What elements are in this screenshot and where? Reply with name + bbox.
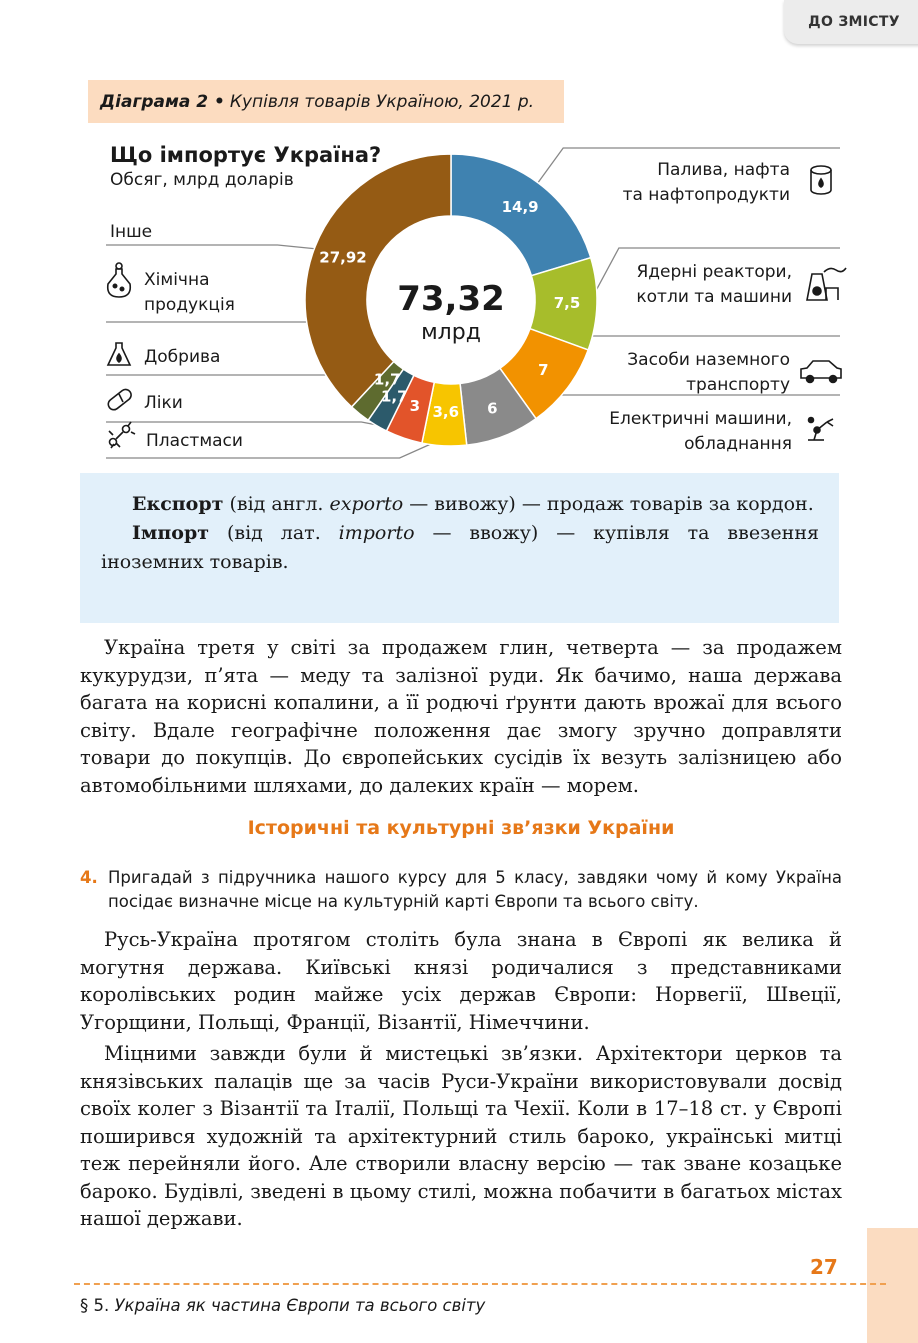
footer bbox=[80, 1296, 485, 1315]
import-definition bbox=[101, 519, 819, 577]
value-label-2: 7,5 bbox=[553, 294, 581, 313]
export-rest: — вивожу) — продаж товарів за кордон. bbox=[403, 493, 814, 515]
category-label-5-line-1: Пластмаси bbox=[146, 431, 243, 451]
category-label-4-line-2: обладнання bbox=[684, 434, 792, 454]
chart-title: Що імпортує Україна? bbox=[110, 143, 382, 167]
caption-number: Діаграма 2 • bbox=[100, 91, 225, 112]
import-donut-chart bbox=[0, 130, 918, 470]
category-label-2-line-1: Ядерні реактори, bbox=[636, 262, 792, 282]
definitions-box bbox=[80, 473, 839, 623]
caption-text: Купівля товарів Україною, 2021 р. bbox=[229, 91, 535, 112]
value-label-9: 27,92 bbox=[319, 248, 367, 267]
category-label-1-line-2: та нафтопродукти bbox=[622, 185, 790, 205]
export-origin-word: exporto bbox=[329, 493, 404, 515]
paragraph-trade: Україна третя у світі за продажем глин, четверта — за продажем кукурудзи, п’ята — меду та залізної руди. Як бачимо, наша держава багата на корисні копалини, а її родючі ґрунти дають врожаї для всього світу. Вдале географічне положення дає змогу зручно доправляти товари до покупців. До європейських сусідів їх везуть залізницею або автомобільними шляхами, до далеких країн — морем. bbox=[80, 636, 842, 797]
task-item bbox=[80, 866, 842, 914]
diagram-caption bbox=[88, 80, 564, 123]
category-label-3-line-2: транспорту bbox=[686, 375, 790, 395]
import-term: Імпорт bbox=[132, 522, 210, 544]
import-rest: — ввожу) — купівля та ввезення іноземних товарів. bbox=[101, 522, 819, 573]
value-label-7: 1,7 bbox=[381, 387, 408, 406]
nuclear-plant-icon bbox=[807, 268, 846, 300]
flask-icon bbox=[108, 263, 131, 297]
footer-title: Україна як частина Європи та всього світу bbox=[114, 1296, 486, 1315]
category-label-1-line-1: Палива, нафта bbox=[657, 160, 790, 180]
robot-arm-icon bbox=[808, 418, 833, 441]
leader-line-6 bbox=[106, 422, 406, 431]
fertilizer-icon bbox=[108, 343, 130, 365]
category-label-2-line-2: котли та машини bbox=[636, 287, 792, 307]
category-label-3-line-1: Засоби наземного bbox=[627, 350, 790, 370]
export-definition bbox=[101, 490, 819, 519]
import-origin-pre: (від лат. bbox=[209, 522, 339, 544]
task-text: Пригадай з підручника нашого курсу для 5 класу, завдяки чому й кому Україна посідає визначне місце на культурній карті Європи та всього світу. bbox=[108, 868, 842, 911]
toc-button-label: ДО ЗМІСТУ bbox=[808, 14, 900, 30]
paragraph-rus: Русь-Україна протягом століть була знана в Європі як велика й могутня держава. Київські князі родичалися з представниками королівських родин майже усіх держав Європи: Норвегії, Швеції, Угорщини, Польщі, Франції, Візантії, Німеччини. bbox=[80, 928, 842, 1034]
chart-subtitle: Обсяг, млрд доларів bbox=[110, 170, 294, 190]
chart-center-value: 73,32 bbox=[397, 279, 505, 319]
page-edge-strip bbox=[867, 1228, 918, 1343]
value-label-3: 7 bbox=[538, 361, 549, 380]
category-label-7-line-1: Добрива bbox=[144, 347, 221, 367]
paragraph-art: Міцними завжди були й мистецькі зв’язки. Архітектори церков та князівських палаців ще за часів Руси-України використовували досвід своїх колег з Візантії та Італії, Польщі та Чехії. Коли в 17–18 ст. у Європі поширився художній та архітектурний стиль бароко, українські митці теж перейняли його. Але створили власну версію — так зване козацьке бароко. Будівлі, зведені в цьому стилі, можна побачити в багатьох містах нашої держави. bbox=[80, 1042, 842, 1230]
fuel-barrel-icon bbox=[811, 166, 831, 194]
category-label-8-line-1: Хімічна bbox=[144, 270, 210, 290]
category-label-9-line-1: Інше bbox=[110, 222, 153, 242]
leader-line-9 bbox=[106, 245, 323, 250]
toc-button[interactable] bbox=[784, 0, 918, 44]
category-label-6-line-1: Ліки bbox=[144, 393, 183, 413]
category-label-4-line-1: Електричні машини, bbox=[609, 409, 792, 429]
footer-rule bbox=[74, 1283, 886, 1285]
value-label-8: 1,7 bbox=[373, 370, 401, 389]
chart-center-unit: млрд bbox=[421, 320, 481, 345]
section-heading: Історичні та культурні зв’язки України bbox=[247, 817, 675, 839]
export-origin-pre: (від англ. bbox=[223, 493, 330, 515]
category-label-8-line-2: продукція bbox=[144, 295, 235, 315]
value-label-6: 3 bbox=[409, 397, 421, 415]
pill-icon bbox=[106, 387, 133, 412]
footer-section: § 5. bbox=[80, 1296, 110, 1315]
car-icon bbox=[801, 361, 841, 383]
export-term: Експорт bbox=[132, 493, 224, 515]
import-origin-word: importo bbox=[338, 522, 415, 544]
task-number: 4. bbox=[80, 868, 98, 887]
molecule-icon bbox=[109, 422, 135, 448]
value-label-1: 14,9 bbox=[501, 197, 539, 216]
value-label-5: 3,6 bbox=[432, 402, 460, 421]
page-number: 27 bbox=[810, 1255, 838, 1279]
value-label-4: 6 bbox=[487, 399, 498, 418]
